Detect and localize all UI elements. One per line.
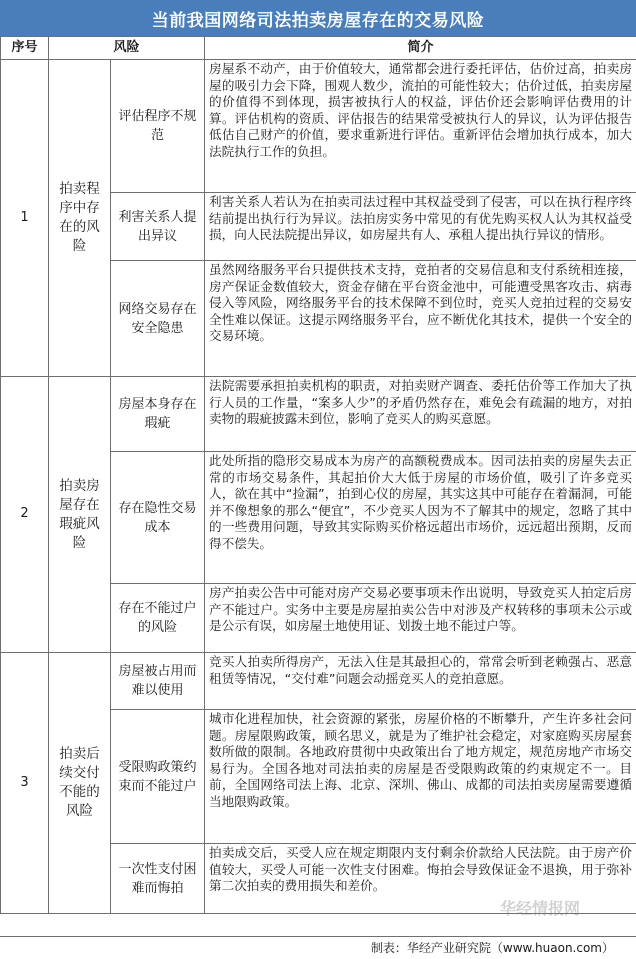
category-cell: 拍卖后续交付不能的风险 — [49, 653, 111, 914]
risk-item-name: 房屋本身存在瑕疵 — [111, 377, 205, 452]
risk-item-desc: 此处所指的隐形交易成本为房产的高额税费成本。因司法拍卖的房屋失去正常的市场交易条件，其起拍价大大低于房屋的市场价值，吸引了许多竞买人，欲在其中“捡漏”，拍到心仪的房屋，其实这其中可能存在着漏洞，可能并不像想象的那么“便宜”，不少竞买人因为不了解其中的规定，忽略了其中的一些费用问题，导致其实际购买价格远超出市场价，远远超出预期，反而得不偿失。 — [205, 452, 636, 584]
risk-item-desc: 城市化进程加快，社会资源的紧张，房屋价格的不断攀升，产生许多社会问题。房屋限购政策，顾名思义，就是为了维护社会稳定，对家庭购买房屋套数所做的限制。各地政府贯彻中央政策出台了地方规定，规范房地产市场交易行为。全国各地对司法拍卖的房屋是否受限购政策的约束规定不一。目前，全国网络司法上海、北京、深圳、佛山、成都的司法拍卖房屋需要遵循当地限购政策。 — [205, 710, 636, 844]
risk-item-desc: 虽然网络服务平台只提供技术支持，竞拍者的交易信息和支付系统相连接，房产保证金数值较大，资金存储在平台资金池中，可能遭受黑客攻击、病毒侵入等风险，网络服务平台的技术保障不到位时，竞买人竞拍过程的交易安全性难以保证。这提示网络服务平台，应不断优化其技术，提供一个安全的交易环境。 — [205, 261, 636, 377]
table-row — [1, 60, 636, 193]
risk-item-name: 一次性支付困难而悔拍 — [111, 844, 205, 914]
seq-cell: 2 — [1, 377, 49, 653]
risk-item-desc: 拍卖成交后，买受人应在规定期限内支付剩余价款给人民法院。由于房产价值较大，买受人可能一次性支付困难。悔拍会导致保证金不退换，用于弥补第二次拍卖的费用损失和差价。 — [205, 844, 636, 914]
risk-item-name: 评估程序不规范 — [111, 60, 205, 193]
risk-item-name: 存在不能过户的风险 — [111, 584, 205, 653]
risk-table — [0, 36, 636, 914]
risk-item-name: 房屋被占用而难以使用 — [111, 653, 205, 710]
table-row — [1, 377, 636, 452]
header-desc: 简介 — [205, 37, 636, 60]
table-row — [1, 653, 636, 710]
risk-item-name: 网络交易存在安全隐患 — [111, 261, 205, 377]
header-seq: 序号 — [1, 37, 49, 60]
risk-item-name: 存在隐性交易成本 — [111, 452, 205, 584]
risk-item-desc: 利害关系人若认为在拍卖司法过程中其权益受到了侵害，可以在执行程序终结前提出执行行为异议。法拍房实务中常见的有优先购买权人认为其权益受损，向人民法院提出异议，如房屋共有人、承租人提出执行异议的情形。 — [205, 193, 636, 261]
risk-item-name: 利害关系人提出异议 — [111, 193, 205, 261]
header-row — [1, 37, 636, 60]
risk-item-name: 受限购政策约束而不能过户 — [111, 710, 205, 844]
table-title: 当前我国网络司法拍卖房屋存在的交易风险 — [0, 0, 636, 36]
risk-item-desc: 房产拍卖公告中可能对房产交易必要事项未作出说明，导致竞买人拍定后房产不能过户。实务中主要是房屋拍卖公告中对涉及产权转移的事项未公示或是公示有误，如房屋土地使用证、划拨土地不能过户等。 — [205, 584, 636, 653]
header-risk: 风险 — [49, 37, 205, 60]
risk-item-desc: 法院需要承担拍卖机构的职责，对拍卖财产调查、委托估价等工作加大了执行人员的工作量，“案多人少”的矛盾仍然存在，难免会有疏漏的地方，对拍卖物的瑕疵披露未到位，影响了竞买人的购买意愿。 — [205, 377, 636, 452]
seq-cell: 1 — [1, 60, 49, 377]
category-cell: 拍卖房屋存在瑕疵风险 — [49, 377, 111, 653]
risk-item-desc: 房屋系不动产，由于价值较大，通常都会进行委托评估，估价过高，拍卖房屋的吸引力会下降，围观人数少，流拍的可能性较大；估价过低，拍卖房屋的价值得不到体现，损害被执行人的权益，评估价还会影响评估费用的计算。评估机构的资质、评估报告的结果常受被执行人的异议，认为评估报告低估自己财产的价值，要求重新进行评估。重新评估会增加执行成本，加大法院执行工作的负担。 — [205, 60, 636, 193]
watermark: 华经情报网 — [500, 899, 581, 918]
risk-item-desc: 竞买人拍卖所得房产，无法入住是其最担心的，常常会听到老赖强占、恶意租赁等情况，“交付难”问题会动摇竞买人的竞拍意愿。 — [205, 653, 636, 710]
category-cell: 拍卖程序中存在的风险 — [49, 60, 111, 377]
seq-cell: 3 — [1, 653, 49, 914]
source-footer: 制表：华经产业研究院（www.huaon.com） — [0, 936, 636, 959]
